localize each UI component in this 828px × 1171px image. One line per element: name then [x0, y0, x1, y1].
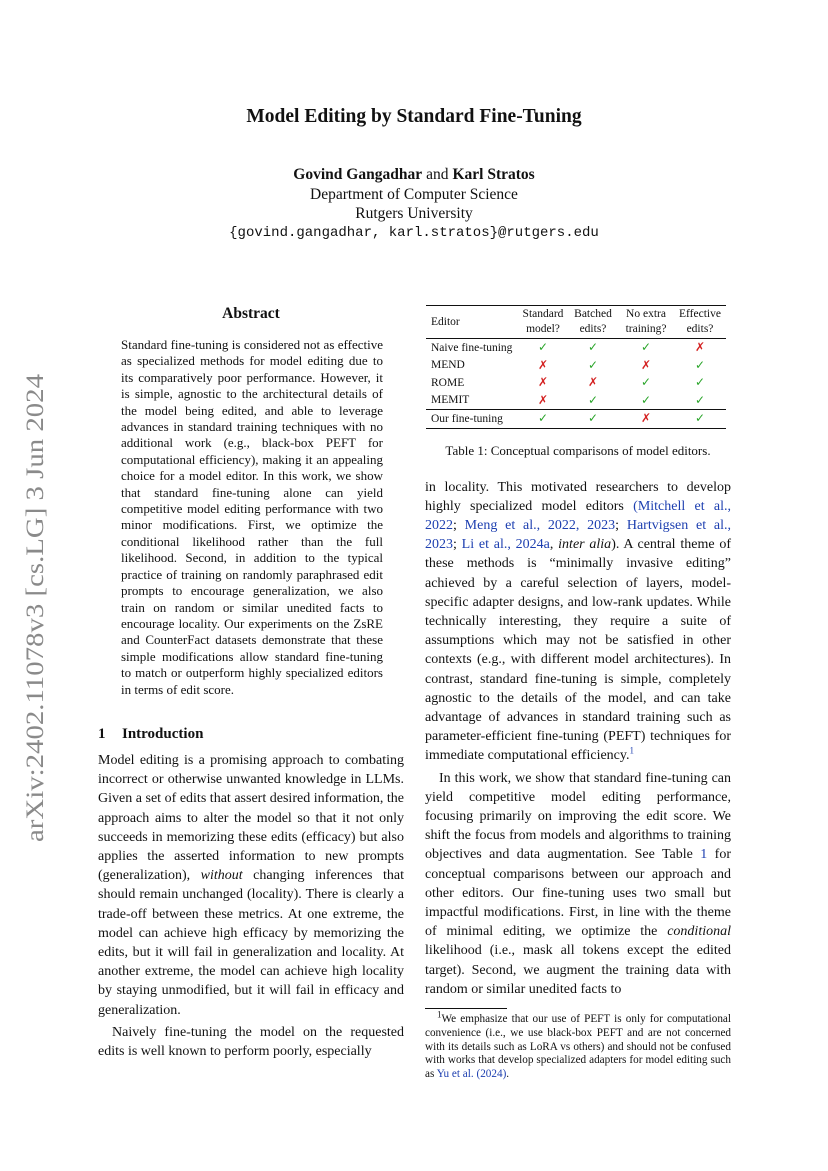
right-paragraph-1: [425, 478, 731, 766]
editor-name: MEND: [431, 359, 465, 371]
table-cell: [568, 392, 618, 410]
right-text-e: likelihood (i.e., mask all tokens except the edited target). Second, we augment the training data with random or similar unedited facts to: [425, 943, 731, 997]
table-row: [426, 392, 726, 410]
table-cell: [518, 339, 568, 357]
table-cell: [674, 410, 726, 429]
author-department: Department of Computer Science: [310, 185, 518, 203]
table-cell: [518, 357, 568, 375]
table-row: [426, 410, 726, 429]
cross-mark-icon: ✗: [587, 375, 599, 389]
check-mark-icon: ✓: [694, 357, 706, 372]
table-cell: [618, 392, 674, 410]
paper-title: Model Editing by Standard Fine-Tuning: [246, 106, 582, 127]
check-mark-icon: ✓: [587, 392, 599, 407]
table-cell: [674, 374, 726, 392]
check-mark-icon: ✓: [694, 411, 706, 425]
abstract-heading: Abstract: [222, 305, 280, 322]
header-no-extra-training: No extra training?: [625, 308, 667, 335]
citation-mitchell[interactable]: (Mitchell et al., 2022: [425, 498, 732, 533]
right-column: [425, 305, 731, 1093]
table-cell: [674, 339, 726, 357]
check-mark-icon: ✓: [537, 411, 549, 425]
author-email: {govind.gangadhar, karl.stratos}@rutgers.edu: [229, 224, 599, 241]
cross-mark-icon: ✗: [640, 357, 652, 372]
citation-li[interactable]: Li et al., 2024a: [461, 537, 550, 553]
abstract-text: Standard fine-tuning is considered not as effective as specialized methods for model editing due to its comparatively poor performance. However, it is simple, agnostic to the architectural details of the model being edited, and able to leverage advances in standard training techniques with no additional work (e.g., black-box PEFT for computational efficiency), making it an appealing choice for a model editor. In this work, we show that standard fine-tuning alone can yield competitive model editing performance with two minor modifications. First, we optimize the conditional likelihood rather than the full likelihood. Second, in addition to the typical practice of training on randomly paraphrased edit prompts to encourage generalization, we also train on random or similar unedited facts to encourage locality. Our experiments on the ZsRE and CounterFact datasets demonstrate that these simple modifications allow standard fine-tuning to match or outperform highly specialized editors in terms of edit score.: [121, 337, 383, 697]
table-cell: [618, 339, 674, 357]
editor-name: Our fine-tuning: [431, 412, 503, 425]
footnote: [425, 1009, 731, 1082]
table-body: [426, 339, 726, 429]
table-cell: [568, 339, 618, 357]
check-mark-icon: ✓: [587, 357, 599, 372]
check-mark-icon: ✓: [537, 340, 549, 354]
intro-paragraph-2: Naively fine-tuning the model on the requested edits is well known to perform poorly, especially: [98, 1024, 404, 1059]
citation-hartvigsen[interactable]: Hartvigsen et al., 2023: [425, 517, 732, 553]
table-cell: [568, 357, 618, 375]
check-mark-icon: ✓: [640, 340, 652, 354]
editor-name: ROME: [431, 376, 465, 389]
table-cell: [518, 392, 568, 410]
arxiv-stamp-text: arXiv:2402.11078v3 [cs.LG] 3 Jun 2024: [22, 436, 49, 842]
check-mark-icon: ✓: [587, 411, 599, 425]
author-1: Govind Gangadhar: [293, 166, 423, 183]
table-row: [426, 357, 726, 375]
citation-separator: ,: [549, 537, 559, 553]
table-cell: [674, 392, 726, 410]
check-mark-icon: ✓: [640, 392, 652, 407]
citation-meng[interactable]: Meng et al., 2022, 2023: [464, 517, 616, 533]
header-effective-edits: Effective edits?: [679, 308, 721, 335]
table-caption: Table 1: Conceptual comparisons of model editors.: [445, 442, 711, 458]
table-cell: [518, 410, 568, 429]
table-cell: [568, 410, 618, 429]
header-standard-model: Standard model?: [522, 308, 564, 335]
arxiv-stamp: [18, 374, 54, 842]
cross-mark-icon: ✗: [640, 411, 652, 425]
right-text-d: for conceptual comparisons between our approach and other editors. Our fine-tuning uses two small but impactful modifications. First, in line with the theme of minimal editing, we optimize the: [425, 847, 732, 940]
table-cell: [618, 357, 674, 375]
footnote-end: .: [506, 1068, 510, 1081]
footnote-text: We emphasize that our use of PEFT is only for computational convenience (i.e., we use black-box PEFT and are not concerned with its details such as LoRA vs others) and should not be confused with works that develop specialized adapters for model editing such as: [425, 1012, 731, 1081]
intro-text-a: Model editing is a promising approach to combating incorrect or otherwise unwanted knowledge in LLMs. Given a set of edits that assert desired information, the approach aims to alter the model so that it not only succeeds in memorizing these edits (efficacy) but also applies the asserted information to new prompts (generalization),: [98, 752, 404, 884]
citation-separator: ;: [453, 517, 465, 533]
author-and: and: [426, 166, 449, 183]
citation-yu[interactable]: Yu et al. (2024): [436, 1068, 507, 1081]
author-university: Rutgers University: [355, 205, 473, 222]
comparison-table: [426, 305, 726, 429]
header-editor: Editor: [431, 315, 460, 328]
intro-text-b: changing inferences that should remain unchanged (locality). There is clearly a trade-off between these metrics. At one extreme, the model can achieve high efficacy by memorizing the edits, but it will fail in generalization and locality. At another extreme, the model can achieve high locality by staying unmodified, but it will fail in efficacy and generalization.: [98, 868, 404, 1018]
editor-name: Naive fine-tuning: [431, 341, 513, 354]
table-reference[interactable]: 1: [700, 847, 708, 863]
section-title: Introduction: [122, 725, 204, 742]
table-cell: [568, 374, 618, 392]
citation-separator: ;: [453, 537, 462, 553]
table-cell: [618, 374, 674, 392]
author-2: Karl Stratos: [452, 166, 535, 183]
author-block: [0, 165, 828, 243]
author-names: [0, 165, 828, 185]
intro-emphasis: without: [200, 868, 243, 884]
section-heading: [98, 726, 404, 743]
right-paragraph-2: [425, 769, 731, 999]
table-cell: [674, 357, 726, 375]
section-number: 1: [98, 725, 106, 742]
right-text-a: in locality. This motivated researchers to develop highly specialized model editors: [425, 479, 731, 514]
cross-mark-icon: ✗: [537, 357, 549, 372]
right-emphasis: conditional: [667, 924, 731, 940]
table-row: [426, 374, 726, 392]
table-row: [426, 339, 726, 357]
check-mark-icon: ✓: [640, 375, 652, 389]
cross-mark-icon: ✗: [694, 340, 706, 354]
table-cell: [518, 374, 568, 392]
table-cell: [618, 410, 674, 429]
left-column: [98, 305, 404, 1061]
footnote-number: 1: [437, 1009, 442, 1020]
check-mark-icon: ✓: [587, 340, 599, 354]
check-mark-icon: ✓: [694, 392, 706, 407]
right-text-b: ). A central theme of these methods is “minimally invasive editing” achieved by a careful selection of layers, model-specific adapter designs, and low-rank updates. While technically interesting, they require a suite of assumptions which may not be satisfied in other contexts (e.g., with different model architectures). In contrast, standard fine-tuning is simple, completely agnostic to the details of the model, and can take advantage of advances in standard training such as parameter-efficient fine-tuning (PEFT) techniques for immediate computational efficiency.: [425, 537, 731, 764]
intro-paragraph-1: [98, 751, 404, 1020]
cross-mark-icon: ✗: [537, 375, 549, 389]
footnote-marker[interactable]: 1: [629, 745, 634, 756]
right-text-c: In this work, we show that standard fine-tuning can yield competitive model editing performance, focusing primarily on improving the edit score. We shift the focus from models and algorithms to training objectives and data augmentation. See Table: [425, 770, 731, 863]
check-mark-icon: ✓: [694, 375, 706, 389]
citation-separator: ;: [615, 517, 627, 533]
inter-alia: inter alia: [558, 537, 612, 553]
header-batched-edits: Batched edits?: [574, 308, 612, 335]
cross-mark-icon: ✗: [537, 392, 549, 407]
table-header-row: [426, 306, 726, 339]
editor-name: MEMIT: [431, 394, 470, 406]
